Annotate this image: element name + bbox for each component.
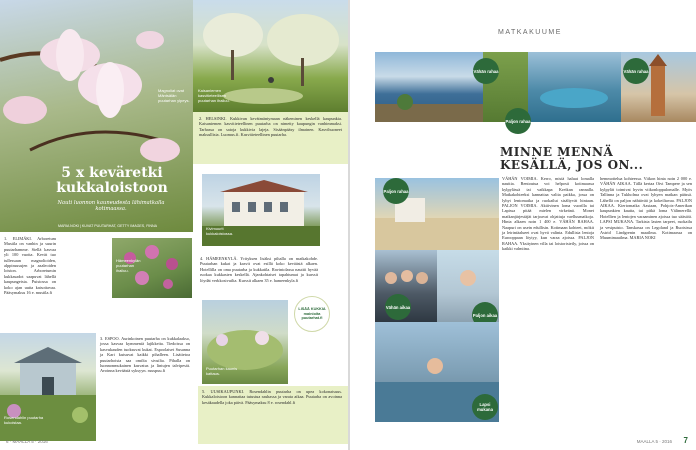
page-title-right: MINNE MENNÄ KESÄLLÄ, JOS ON... — [500, 145, 644, 172]
house-caption: Rosendahlin puutarha kukoistaa. — [4, 415, 44, 425]
paragraph-uusikaupunki: 5. UUSIKAUPUNKI. Rosendahlin puutarha on upea kokonaisuus. Kukkaloistoon kannattaa tutustua rauhassa ja varata aikaa. Puutarha on avoinna kesäkaudella joka päivä. Pääsymaksu 8 e. rosendahl.fi — [202, 389, 342, 405]
magnolia-photo — [0, 0, 193, 232]
hameenkyla-caption: Kivimuurit kukkaloistossa. — [206, 226, 234, 236]
pink-caption: Hämeenkylän puutarhan ihailuu. — [116, 258, 141, 273]
right-folio: MAALLA 5 · 2016 — [636, 439, 672, 444]
paragraph-elimaki: 1. ELIMÄKI. Arboretum Mustila on vanhin ja suurin puutarhamme. Siellä kasvaa yli 100 vuotta. Kevät tuo tullessaan magnolioiden, alppiruusujen ja azaleoiden loiston. Arboretumin kukkasadot saapuvat lähellä kaupungeista. Puistossa on koko ajan uutta katsottavaa. Pääsymaksu 16 e. mustila.fi — [4, 236, 56, 296]
badge-little-time: Vähän aikaa — [385, 294, 411, 320]
badge-little-money: Vähän rahaa — [473, 58, 499, 84]
pool-illustration — [528, 52, 621, 122]
badge-lots-money-2: Paljon rahaa — [383, 178, 409, 204]
helsinki-caption: Kaisaniemen kasvitieteellisen puutarhan ihailuu. — [198, 88, 230, 103]
magnolia-illustration — [0, 0, 193, 232]
uusikaupunki-caption: Puutarhan kaunis kattaus. — [206, 366, 238, 376]
section-label-right: MATKAKUUME — [498, 29, 562, 36]
paragraph-espoo: 3. ESPOO. Aurinkoinen puutarha on kukkalaakso, jossa kasvaa kymmeniä lajikkeita. Tiedoissa on kasvukauden tuoksuvat kukat. Espoolaiset Susanna ja Kari kutsuvat kaikki pihalleen. Lisätietoa puutarhoista saa omilta sivuilta. Pihalla on luonnonmukainen kasvatus ja lintujen talvipesät. Avoinna keväästä syksyyn. ruuspuu.fi — [100, 336, 190, 374]
left-folio: 6 · MAALLA 5 · 2016 — [6, 439, 48, 444]
right-page — [350, 0, 696, 450]
byline: MARIA NOKI | KUVAT PUUTARHAT, GETTY IMAGES, FINNA — [58, 224, 157, 228]
page-title: 5 x keväretki kukkaloistoon — [56, 165, 168, 196]
badge-lots-money: Paljon rahaa — [505, 108, 531, 134]
magnolia-caption: Magnoliat ovat Mäntsälän puutarhan ylpeys. — [158, 88, 190, 103]
lead-text: Nauti luonnon kauneudesta lähimatkalla kotimaassa. — [57, 200, 165, 213]
article-column-2: hemmottelua kohteessa. Viikon hinta noin 2 000 e. VÄHÄN AIKAA. Tällä kertaa Oivi Tampere ja sen kylpylät toimivat hyvin viikonloppulomalle. Myös Tallinna ja Tukholma ovat lyhyen matkan päässä. Lähellä on paljon nähtävää ja kokeiltavaa. PALJON AIKAA. Kiertomatka Aasiaan, Pohjois-Amerikan kaupunkien kautta, tai pitkä loma Välimerellä. Hotellien ja lentojen varaaminen ajoissa tuo säästöä. LAPSI MUKANA. Tarkista lasten tarpeet, ruokailu ja vesipuisto. Tanskassa on Legoland ja Ruotsissa Astrid Lindgrenin maailma. Kotimaassa on Muumimaailma. MARIA NOKI — [600, 176, 692, 241]
pool-photo — [528, 52, 621, 122]
coast-photo — [375, 52, 483, 122]
paragraph-hameenkyla: 4. HÄMEENKYLÄ. Yrityksen lisäksi pihalla on matkakohde. Puutarhan kukat ja kasvit ovat esillä koko keväästä alkaen. Hotellilla on oma puutarha ja kukkatila. Ravintolassa nauttii hyvää ruokaa kukkasten keskellä. Ajankohtaiset tapahtumat ja kurssit löydät verkkosivuilta. Kurssit alkaen 35 e. hameenkyla.fi — [200, 256, 318, 283]
article-column-1: VÄHÄN VOIMIA. Kerro, mistä haluat lomalla nauttia. Rentoutua voi helposti kotimaassa kylpylässä tai vaikkapa Kreikan rannalla. Matkakohteeksi kannattaa valita paikka, jossa on lyhyt lentomatka ja ruokailut sisältyvät hintaan. PALJON VOIMIA. Aktiivinen loma vuorilla tai Lapissa pitää mielen virkeänä. Monet matkanjärjestäjät tarjoavat ohjattuja vaellusmatkoja. Hinta alkaen noin 1 400 e. VÄHÄN RAHAA. Naapuri on usein edullisin. Kotimaan kohteet, mökit ja leirintäalueet ovat hyvä valinta. Edullisia lentoja Eurooppaan löytyy, kun varaa ajoissa. PALJON RAHAA. Yksityinen villa tai loistoristeily, joissa on kaikki valmiina. — [502, 176, 594, 252]
badge-with-kids: Lapsi mukana — [472, 394, 498, 420]
coast-illustration — [375, 52, 483, 122]
paragraph-helsinki: 2. HELSINKI. Kukkivan kevätmäntymaan näkeminen keskellä kaupunkia. Kaisaniemen kasvitieteellinen puutarha on nimetty kaupungin vanhimmaksi. Tarhassa on satoja kukkivia lajeja. Sisäänpääsy ilmainen. Kasvihuoneet maksullisia. Luomus.fi. Kasvitieteellinen puutarha. — [199, 116, 342, 138]
more-flowers-badge: LISÄÄ KUKKIA mainioita puutarhat.fi — [294, 296, 330, 332]
badge-little-money-2: Vähän rahaa — [623, 58, 649, 84]
page-number: 7 — [683, 436, 688, 445]
badge-lots-time: Paljon aikaa — [472, 302, 498, 328]
